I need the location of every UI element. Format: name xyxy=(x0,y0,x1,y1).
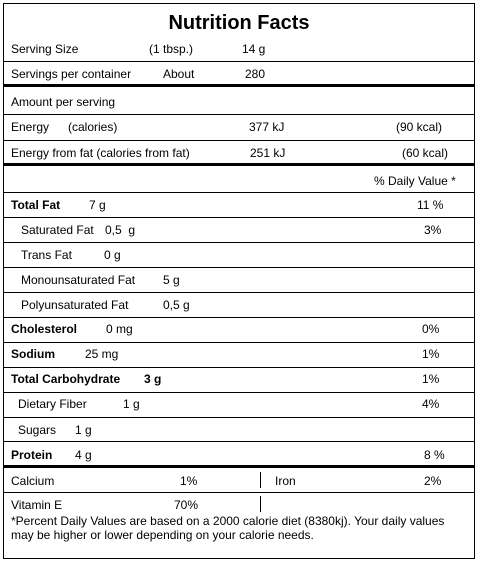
energy-kj: 377 kJ xyxy=(249,120,285,134)
dietary-fiber-label: Dietary Fiber xyxy=(18,397,87,411)
serving-size-weight: 14 g xyxy=(242,42,266,56)
footnote-line-1: *Percent Daily Values are based on a 2000 calorie diet (8380kj). Your daily values xyxy=(11,514,445,528)
protein-amount: 4 g xyxy=(75,448,92,462)
divider xyxy=(4,217,474,218)
total-carbohydrate-label: Total Carbohydrate xyxy=(11,372,121,386)
iron-dv: 2% xyxy=(424,474,442,488)
divider xyxy=(4,292,474,293)
thick-divider xyxy=(4,465,474,468)
label-title: Nutrition Facts xyxy=(168,12,310,34)
serving-size-measure: (1 tbsp.) xyxy=(149,42,194,56)
thick-divider xyxy=(4,84,474,87)
vitamin-e-dv: 70% xyxy=(174,498,199,512)
energy-from-fat-kcal: (60 kcal) xyxy=(402,146,449,160)
thick-divider xyxy=(4,163,474,166)
sugars-label: Sugars xyxy=(18,423,57,437)
servings-per-container-label: Servings per container xyxy=(11,67,132,81)
daily-value-header: % Daily Value * xyxy=(374,174,456,188)
cholesterol-label: Cholesterol xyxy=(11,322,78,336)
energy-kcal: (90 kcal) xyxy=(396,120,443,134)
column-separator xyxy=(260,472,261,488)
total-carbohydrate-dv: 1% xyxy=(422,372,440,386)
saturated-fat-amount: 0,5 g xyxy=(105,223,136,237)
divider xyxy=(4,61,474,62)
sugars-amount: 1 g xyxy=(75,423,92,437)
total-carbohydrate-amount: 3 g xyxy=(144,372,162,386)
divider xyxy=(4,492,474,493)
divider xyxy=(4,417,474,418)
trans-fat-label: Trans Fat xyxy=(21,248,72,262)
total-fat-amount: 7 g xyxy=(89,198,106,212)
iron-label: Iron xyxy=(275,474,296,488)
total-fat-label: Total Fat xyxy=(11,198,61,212)
saturated-fat-dv: 3% xyxy=(424,223,442,237)
divider xyxy=(4,367,474,368)
servings-per-container-value: 280 xyxy=(245,67,266,81)
energy-from-fat-kj: 251 kJ xyxy=(250,146,286,160)
polyunsaturated-fat-amount: 0,5 g xyxy=(163,298,190,312)
divider xyxy=(4,342,474,343)
servings-per-container-qualifier: About xyxy=(163,67,195,81)
sodium-label: Sodium xyxy=(11,347,55,361)
footnote-line-2: may be higher or lower depending on your calorie needs. xyxy=(11,528,314,542)
vitamin-e-label: Vitamin E xyxy=(11,498,63,512)
divider xyxy=(4,317,474,318)
divider xyxy=(4,242,474,243)
cholesterol-dv: 0% xyxy=(422,322,440,336)
divider xyxy=(4,114,474,115)
trans-fat-amount: 0 g xyxy=(104,248,121,262)
protein-dv: 8 % xyxy=(424,448,445,462)
amount-per-serving: Amount per serving xyxy=(11,95,116,109)
divider xyxy=(4,267,474,268)
divider xyxy=(4,392,474,393)
monounsaturated-fat-amount: 5 g xyxy=(163,273,180,287)
total-fat-dv: 11 % xyxy=(417,198,444,212)
divider xyxy=(4,192,474,193)
energy-label: Energy xyxy=(11,120,50,134)
energy-from-fat-label: Energy from fat (calories from fat) xyxy=(11,146,190,160)
column-separator xyxy=(260,496,261,512)
dietary-fiber-amount: 1 g xyxy=(123,397,140,411)
energy-unit-label: (calories) xyxy=(68,120,118,134)
divider xyxy=(4,140,474,141)
sodium-dv: 1% xyxy=(422,347,440,361)
calcium-label: Calcium xyxy=(11,474,55,488)
dietary-fiber-dv: 4% xyxy=(422,397,440,411)
saturated-fat-label: Saturated Fat xyxy=(21,223,94,237)
polyunsaturated-fat-label: Polyunsaturated Fat xyxy=(21,298,129,312)
protein-label: Protein xyxy=(11,448,53,462)
divider xyxy=(4,441,474,442)
calcium-dv: 1% xyxy=(180,474,198,488)
cholesterol-amount: 0 mg xyxy=(106,322,133,336)
sodium-amount: 25 mg xyxy=(85,347,119,361)
serving-size-label: Serving Size xyxy=(11,42,79,56)
nutrition-facts-label xyxy=(3,3,475,559)
monounsaturated-fat-label: Monounsaturated Fat xyxy=(21,273,136,287)
